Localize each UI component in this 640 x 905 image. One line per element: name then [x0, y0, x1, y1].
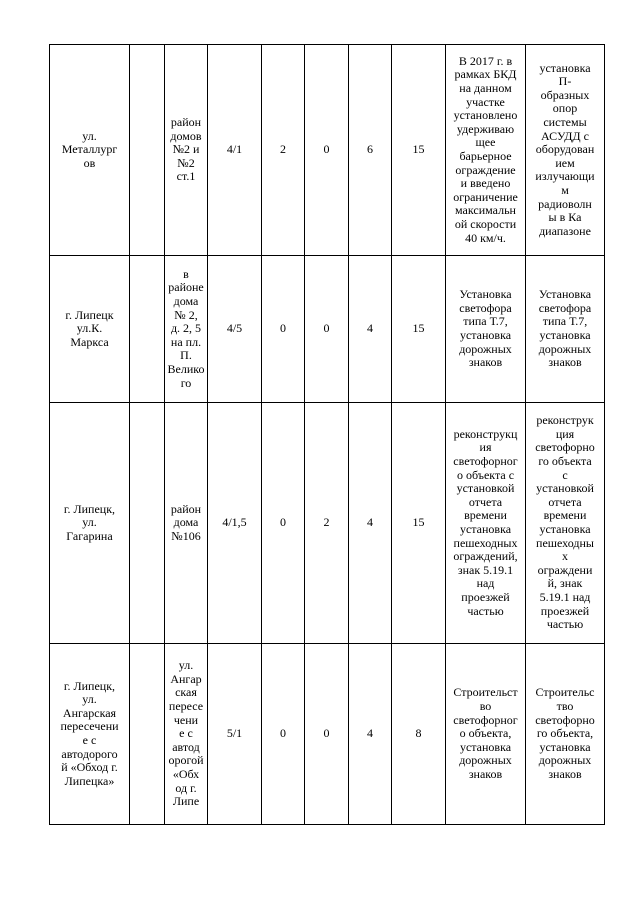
street-cell-line: г. Липецк,	[63, 501, 116, 516]
location-cell	[165, 403, 208, 644]
count-cell: 8	[392, 644, 446, 825]
measures-planned-cell-line: Строительс	[535, 685, 595, 700]
street-cell-line: ул.К.	[76, 321, 103, 336]
measures-planned-cell-line: П-	[558, 74, 572, 89]
table-row	[50, 403, 605, 644]
measures-done-cell-line: рамках БКД	[454, 67, 517, 82]
measures-planned-cell-line: 5.19.1 над	[539, 589, 591, 604]
location-cell	[165, 256, 208, 403]
measures-planned-cell-line: пешеходны	[536, 535, 594, 550]
location-cell-line: д. 2, 5	[170, 321, 202, 336]
measures-done-cell-line: ия	[479, 440, 492, 455]
street-cell	[50, 644, 130, 825]
location-cell-line: №2	[177, 155, 195, 170]
table-row	[50, 256, 605, 403]
measures-done-cell-line: дорожных	[459, 341, 512, 356]
measures-done-cell-line: реконструкц	[453, 426, 518, 441]
street-cell-line: ул.	[82, 515, 97, 530]
measures-done-cell-line: барьерное	[459, 149, 512, 163]
measures-done-cell-line: щее	[475, 135, 496, 150]
category-cell: 4/1	[208, 45, 262, 256]
measures-planned-cell-line: знаков	[548, 355, 582, 370]
location-cell-line: од г.	[175, 780, 197, 795]
location-cell	[165, 45, 208, 256]
category-cell: 4/5	[208, 256, 262, 403]
measures-planned-cell-line: АСУДД с	[541, 128, 589, 143]
location-cell-line: дома	[173, 294, 199, 309]
measures-done-cell-line: типа Т.7,	[463, 314, 508, 329]
street-cell-line: Металлург	[61, 142, 118, 157]
measures-done-cell-line: светофора	[459, 300, 512, 315]
measures-planned-cell-line: типа Т.7,	[542, 314, 588, 329]
location-cell-line: чени	[173, 712, 199, 727]
street-cell	[50, 45, 130, 256]
location-cell-line: «Обх	[172, 766, 200, 781]
location-cell-line: го	[180, 375, 192, 390]
measures-planned-cell-line: излучающи	[535, 169, 595, 184]
location-cell-line: районе	[168, 280, 204, 295]
measures-planned-cell	[526, 45, 605, 256]
measures-done-cell-line: дорожных	[459, 753, 512, 768]
measures-planned-cell-line: светофора	[538, 300, 592, 315]
count-cell: 15	[392, 403, 446, 644]
location-cell-line: Липе	[172, 794, 200, 809]
measures-planned-cell-line: проезжей	[540, 603, 590, 618]
blank-cell	[130, 45, 165, 256]
measures-planned-cell-line: го объекта	[538, 454, 592, 469]
measures-done-cell	[446, 644, 526, 825]
measures-done-cell-line: ограждение	[455, 162, 516, 177]
location-cell-line: №106	[171, 528, 201, 543]
measures-done-cell-line: ограждений,	[453, 549, 518, 564]
location-cell-line: №2 и	[172, 142, 200, 157]
count-cell: 6	[349, 45, 392, 256]
category-cell: 4/1,5	[208, 403, 262, 644]
count-cell: 4	[349, 644, 392, 825]
measures-done-cell-line: удерживаю	[456, 121, 515, 136]
measures-done-cell-line: участке	[466, 94, 505, 109]
measures-done-cell-line: отчета	[468, 494, 503, 509]
location-cell-line: орогой	[168, 753, 204, 768]
count-cell: 0	[305, 45, 349, 256]
measures-planned-cell-line: ция	[555, 426, 575, 441]
count-cell: 0	[262, 644, 305, 825]
measures-done-cell-line: светофорног	[453, 454, 518, 469]
count-cell: 0	[262, 403, 305, 644]
measures-done-cell-line: и введено	[460, 176, 511, 191]
measures-planned-cell-line: установка	[539, 739, 591, 754]
measures-done-cell-line: Строительст	[453, 685, 518, 700]
measures-planned-cell-line: установкой	[536, 481, 594, 496]
location-cell	[165, 644, 208, 825]
measures-planned-cell	[526, 644, 605, 825]
measures-done-cell-line: знаков	[468, 355, 503, 370]
measures-planned-cell-line: установка	[539, 328, 591, 342]
measures-planned-cell	[526, 256, 605, 403]
count-cell: 2	[262, 45, 305, 256]
count-cell: 0	[262, 256, 305, 403]
measures-done-cell-line: установлено	[453, 108, 518, 123]
measures-done-cell-line: ограничение	[453, 189, 518, 204]
street-cell-line: е с	[82, 733, 97, 747]
street-cell	[50, 256, 130, 403]
measures-planned-cell-line: с	[562, 467, 568, 482]
measures-done-cell	[446, 403, 526, 644]
measures-done-cell-line: знак 5.19.1	[457, 562, 514, 577]
measures-done-cell-line: о объекта,	[459, 726, 512, 741]
location-cell-line: П.	[180, 348, 192, 363]
street-cell-line: автодорого	[61, 746, 118, 761]
street-cell-line: Гагарина	[66, 528, 113, 543]
measures-planned-cell-line: го объекта,	[536, 726, 594, 741]
measures-done-cell-line: 40 км/ч.	[465, 230, 506, 245]
measures-planned-cell-line: системы	[543, 115, 587, 130]
measures-planned-cell-line: диапазоне	[539, 223, 591, 238]
measures-planned-cell-line: установка	[539, 522, 591, 536]
measures-done-cell-line: над	[476, 576, 495, 591]
blank-cell	[130, 403, 165, 644]
measures-planned-cell-line: ограждени	[537, 562, 593, 577]
measures-planned-cell-line: установка	[539, 60, 591, 75]
location-cell-line: № 2,	[174, 307, 198, 322]
measures-done-cell-line: Установка	[459, 287, 512, 302]
location-cell-line: на пл.	[170, 334, 202, 349]
location-cell-line: дома	[173, 515, 199, 530]
location-cell-line: е с	[179, 726, 193, 741]
measures-planned-cell-line: дорожных	[538, 753, 592, 768]
measures-planned-cell-line: ием	[555, 155, 575, 170]
measures-planned-cell-line: отчета	[548, 494, 582, 509]
location-cell-line: Велико	[167, 361, 205, 376]
count-cell: 15	[392, 256, 446, 403]
measures-planned-cell-line: радиоволн	[538, 196, 592, 211]
measures-planned-cell-line: образных	[540, 87, 590, 102]
count-cell: 0	[305, 256, 349, 403]
location-cell-line: Ангар	[170, 671, 202, 686]
measures-done-cell-line: проезжей	[461, 589, 510, 604]
location-cell-line: в	[183, 266, 189, 281]
count-cell: 0	[305, 644, 349, 825]
count-cell: 15	[392, 45, 446, 256]
measures-done-cell-line: на данном	[459, 81, 512, 96]
measures-done-cell-line: пешеходных	[453, 535, 518, 550]
location-cell-line: район	[170, 115, 202, 130]
street-cell-line: Липецка»	[64, 773, 115, 788]
measures-done-cell-line: В 2017 г. в	[458, 53, 513, 68]
street-cell-line: пересечени	[60, 719, 119, 734]
count-cell: 4	[349, 403, 392, 644]
measures-done-cell	[446, 45, 526, 256]
street-cell-line: ов	[83, 155, 96, 170]
measures-planned-cell	[526, 403, 605, 644]
measures-planned-cell-line: времени	[543, 508, 587, 523]
street-cell-line: г. Липецк,	[63, 678, 116, 693]
measures-done-cell-line: знаков	[468, 766, 503, 781]
measures-planned-cell-line: дорожных	[538, 341, 592, 356]
street-cell-line: ул.	[82, 692, 97, 707]
street-cell	[50, 403, 130, 644]
street-cell-line: Ангарская	[62, 705, 117, 720]
location-cell-line: ул.	[178, 658, 194, 673]
measures-planned-cell-line: м	[561, 182, 569, 197]
count-cell: 4	[349, 256, 392, 403]
measures-planned-cell-line: х	[562, 549, 568, 564]
measures-planned-cell-line: светофорно	[535, 440, 595, 455]
location-cell-line: автод	[172, 739, 200, 754]
measures-planned-cell-line: й, знак	[547, 576, 583, 591]
street-cell-line: й «Обход г.	[61, 760, 118, 775]
data-table	[49, 44, 605, 825]
blank-cell	[130, 256, 165, 403]
measures-planned-cell-line: опор	[552, 101, 578, 116]
count-cell: 2	[305, 403, 349, 644]
measures-planned-cell-line: ы в Ка	[548, 210, 582, 225]
street-cell-line: ул.	[82, 128, 97, 143]
measures-planned-cell-line: светофорно	[535, 712, 595, 727]
location-cell-line: район	[170, 501, 202, 516]
location-cell-line: ская	[175, 685, 197, 700]
measures-planned-cell-line: знаков	[548, 766, 582, 781]
measures-done-cell-line: установка	[459, 739, 512, 754]
measures-done-cell-line: частью	[467, 603, 504, 618]
blank-cell	[130, 644, 165, 825]
measures-planned-cell-line: тво	[556, 699, 574, 714]
measures-done-cell-line: времени	[464, 508, 507, 523]
table-row	[50, 644, 605, 825]
measures-done-cell-line: во	[479, 699, 492, 714]
measures-planned-cell-line: оборудован	[535, 142, 595, 157]
measures-done-cell-line: о объекта с	[456, 467, 515, 482]
measures-done-cell	[446, 256, 526, 403]
measures-planned-cell-line: Установка	[538, 287, 592, 302]
measures-done-cell-line: максимальн	[455, 203, 516, 218]
location-cell-line: домов	[170, 128, 202, 143]
measures-planned-cell-line: частью	[546, 617, 584, 632]
category-cell: 5/1	[208, 644, 262, 825]
location-cell-line: ст.1	[176, 169, 196, 184]
measures-done-cell-line: установкой	[456, 481, 515, 496]
measures-planned-cell-line: реконструк	[536, 413, 594, 428]
table-row	[50, 45, 605, 256]
location-cell-line: пересе	[168, 699, 204, 714]
measures-done-cell-line: светофорног	[453, 712, 518, 727]
street-cell-line: Маркса	[70, 334, 109, 349]
measures-done-cell-line: установка	[459, 328, 512, 342]
street-cell-line: г. Липецк	[65, 307, 114, 322]
measures-done-cell-line: установка	[459, 522, 512, 536]
measures-done-cell-line: ой скорости	[454, 216, 517, 231]
